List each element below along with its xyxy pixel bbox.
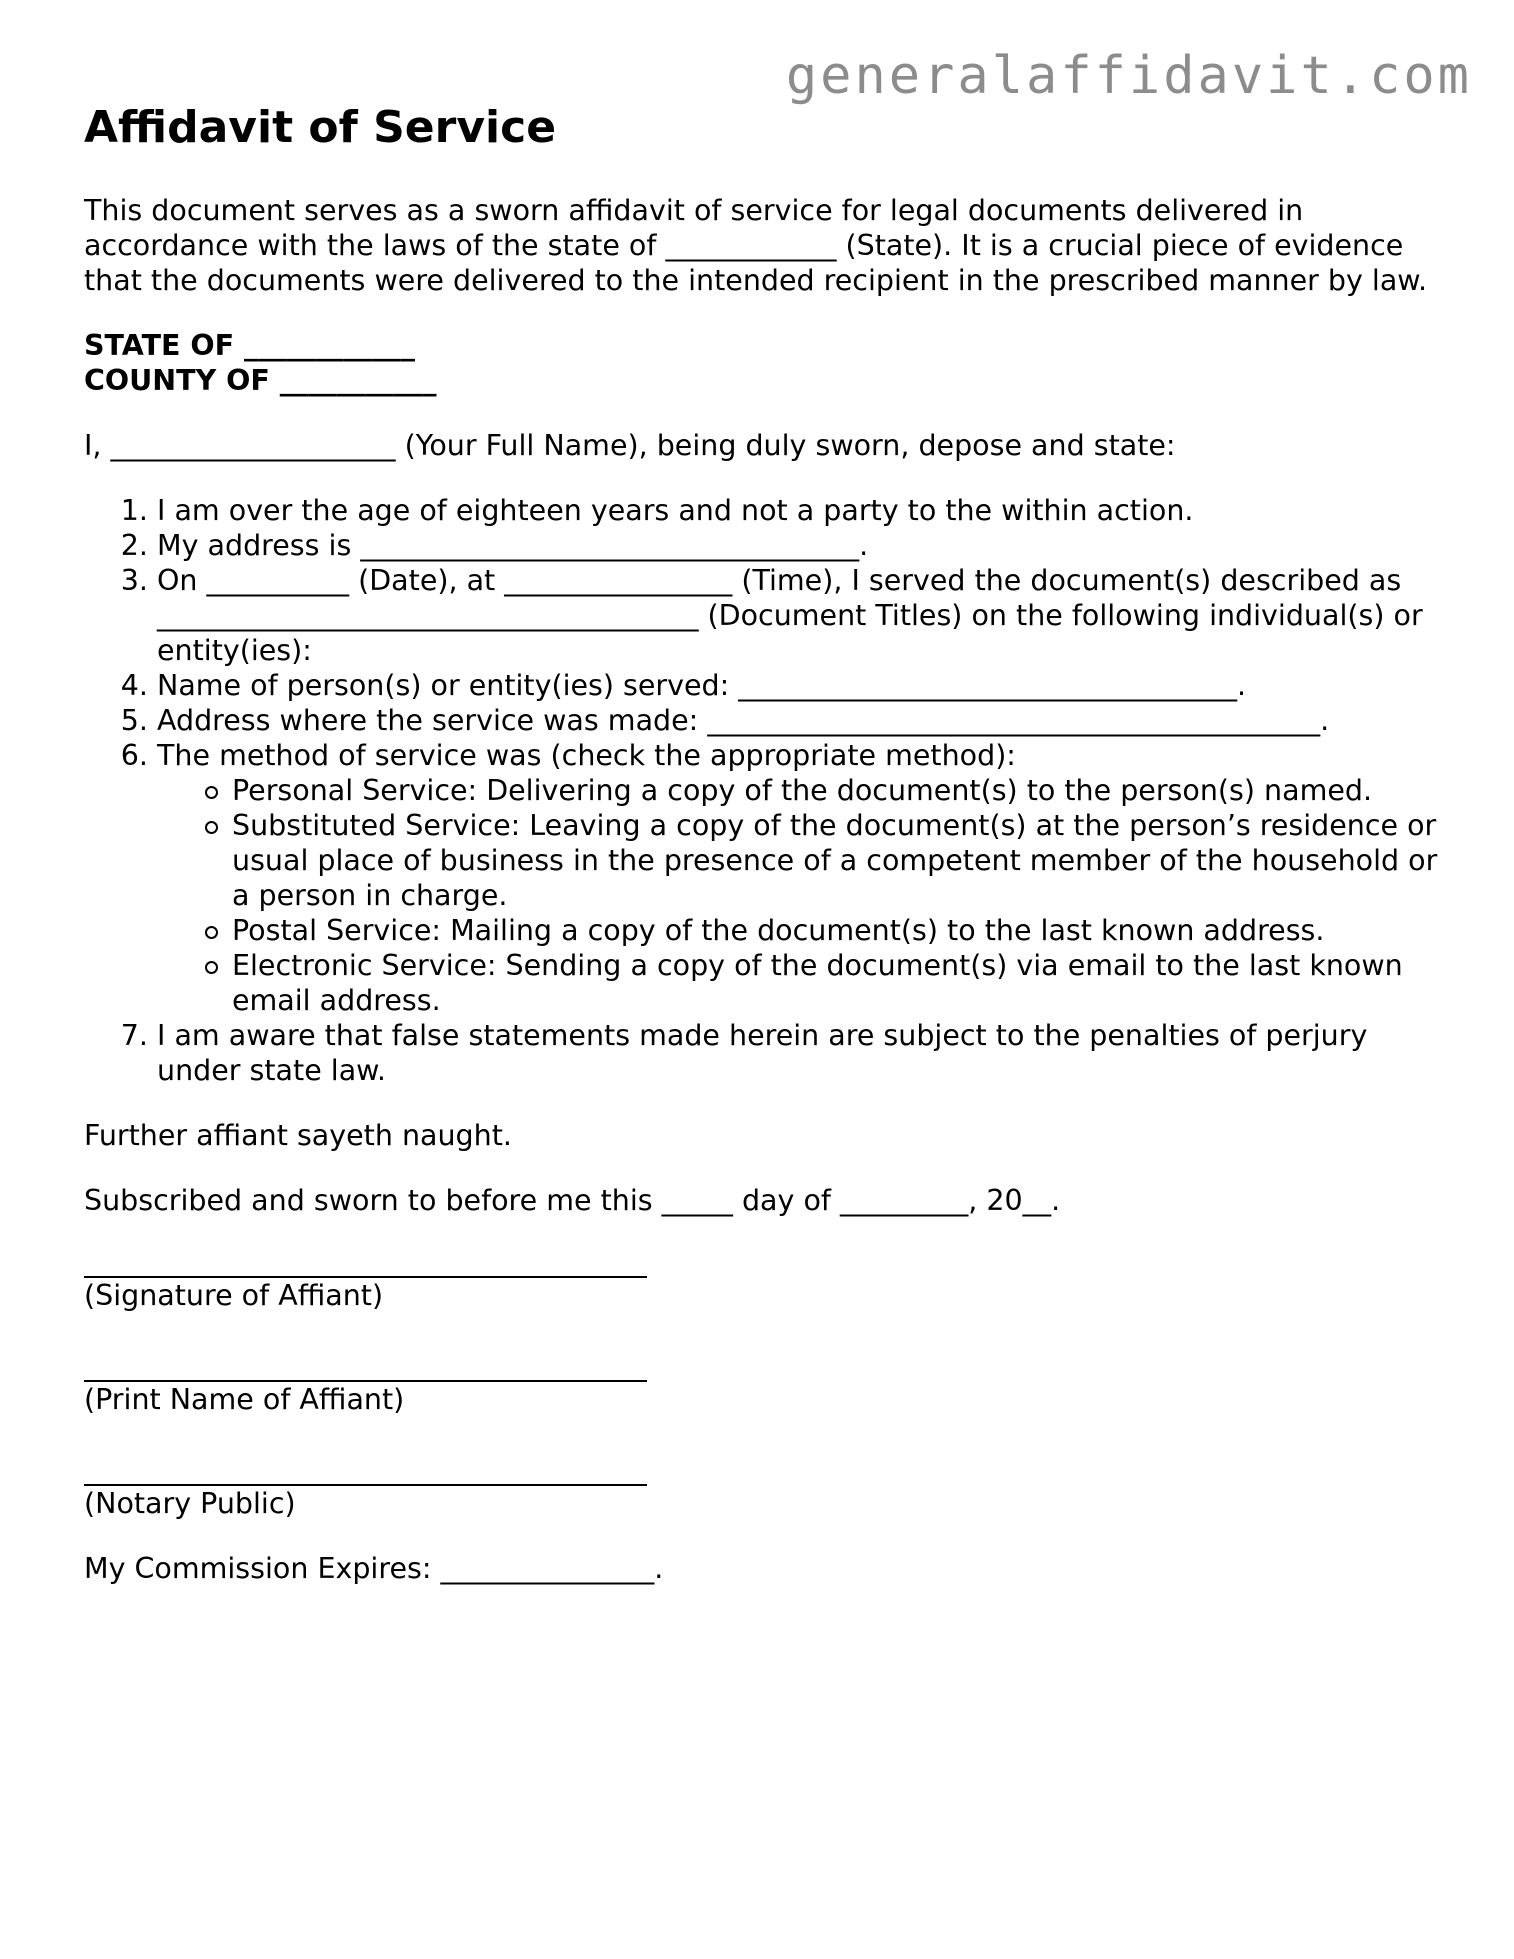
site-watermark: generalaffidavit.com <box>785 46 1472 106</box>
statement-perjury: 7. I am aware that false statements made herein are subject to the penalties of perjury under state law. <box>157 1018 1444 1088</box>
service-method-heading: The method of service was (check the appropriate method): <box>157 738 1016 772</box>
affiant-signature-line <box>84 1248 647 1278</box>
statement-list <box>84 493 1444 1088</box>
signature-block <box>84 1248 1444 1521</box>
affidavit-document <box>84 102 1444 1586</box>
notary-public-label: (Notary Public) <box>84 1486 296 1520</box>
intro-paragraph: This document serves as a sworn affidavit of service for legal documents delivered in accordance with the laws of the state of ____________ (State). It is a crucial piece of evidence that the documents were delivered to the intended recipient in the prescribed manner by law. <box>84 193 1428 297</box>
further-affiant-line: Further affiant sayeth naught. <box>84 1118 512 1152</box>
notary-signature-line <box>84 1456 647 1486</box>
venue-block <box>84 328 1444 398</box>
method-personal-service: Personal Service: Delivering a copy of the document(s) to the person(s) named. <box>232 773 1444 808</box>
affiant-print-name-line <box>84 1352 647 1382</box>
method-postal-service: Postal Service: Mailing a copy of the document(s) to the last known address. <box>232 913 1444 948</box>
statement-service-details: 3. On __________ (Date), at ________________ (Time), I served the document(s) described as ______________________________________ (Document Titles) on the following individual(s) or entity(ies): <box>157 563 1444 668</box>
subscribed-sworn-line: Subscribed and sworn to before me this _____ day of _________, 20__. <box>84 1183 1061 1217</box>
statement-address: 2. My address is ___________________________________. <box>157 528 1444 563</box>
statement-age: 1. I am over the age of eighteen years and not a party to the within action. <box>157 493 1444 528</box>
statement-served-party: 4. Name of person(s) or entity(ies) served: ___________________________________. <box>157 668 1444 703</box>
oath-statement: I, ____________________ (Your Full Name), being duly sworn, depose and state: <box>84 428 1176 462</box>
statement-service-address: 5. Address where the service was made: ___________________________________________. <box>157 703 1444 738</box>
service-method-list <box>157 773 1444 1018</box>
method-electronic-service: Electronic Service: Sending a copy of the document(s) via email to the last known email address. <box>232 948 1444 1018</box>
document-title: Affidavit of Service <box>84 102 557 153</box>
statement-service-method <box>157 738 1444 1018</box>
county-of-line: COUNTY OF ___________ <box>84 363 437 397</box>
method-substituted-service: Substituted Service: Leaving a copy of the document(s) at the person’s residence or usual place of business in the presence of a competent member of the household or a person in charge. <box>232 808 1444 913</box>
affiant-print-name-label: (Print Name of Affiant) <box>84 1382 405 1416</box>
commission-expires-line: My Commission Expires: _______________. <box>84 1551 664 1585</box>
state-of-line: STATE OF ____________ <box>84 328 416 362</box>
affiant-signature-label: (Signature of Affiant) <box>84 1278 384 1312</box>
